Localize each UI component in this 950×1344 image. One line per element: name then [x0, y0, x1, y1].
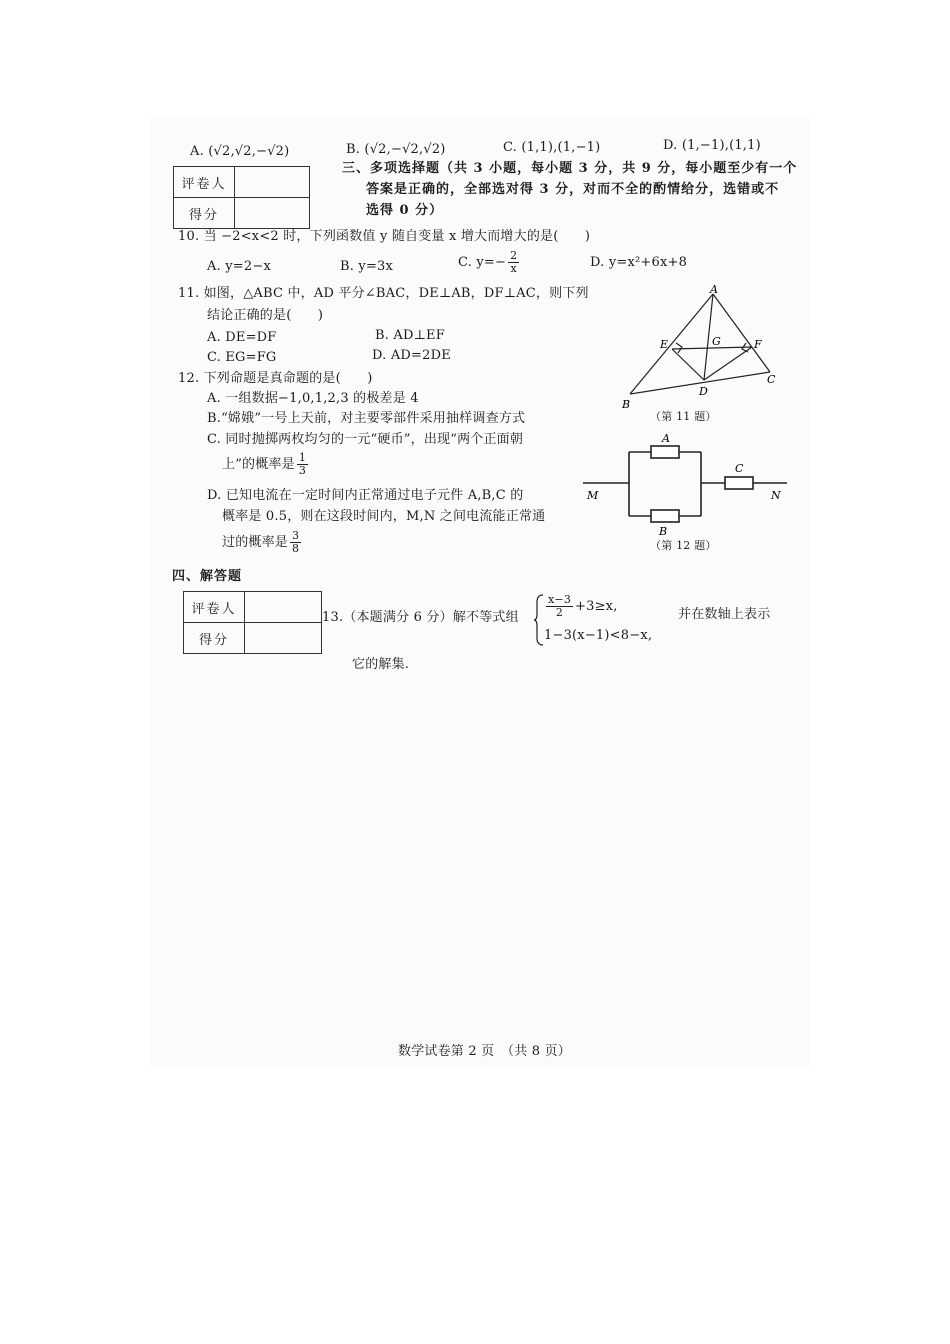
q12-option-d-line1: D. 已知电流在一定时间内正常通过电子元件 A,B,C 的: [207, 488, 524, 503]
q13-prefix: 13.（本题满分 6 分）解不等式组: [322, 610, 519, 625]
label-G: G: [712, 335, 721, 348]
score-box-section4: [183, 591, 322, 654]
q9-option-d: D. (1,−1),(1,1): [663, 138, 761, 153]
q12-option-a: A. 一组数据−1,0,1,2,3 的极差是 4: [207, 391, 419, 406]
q13-inequality-1: $\frac{x-3}{2}$ +3≥x,: [548, 593, 618, 619]
q9-option-b: B. (√2,−√2,√2): [346, 142, 446, 157]
q11-figure-caption: （第 11 题）: [650, 410, 717, 423]
q11-option-a: A. DE=DF: [207, 330, 277, 345]
grader-blank: [245, 592, 322, 623]
page-footer: 数学试卷第 2 页 （共 8 页）: [398, 1044, 571, 1059]
q12-option-d-line3: 过的概率是 $\frac{3}{8}$: [222, 529, 300, 555]
q11-option-b: B. AD⊥EF: [375, 328, 445, 343]
score-label: 得分: [184, 623, 245, 654]
q12-option-b: B.“嫦娥”一号上天前，对主要零部件采用抽样调查方式: [207, 411, 526, 426]
label-C: C: [767, 373, 776, 386]
q12-stem: 12. 下列命题是真命题的是( ): [178, 371, 373, 386]
q13-inequality-2: 1−3(x−1)<8−x,: [544, 628, 653, 643]
q11-stem-1: 11. 如图，△ABC 中，AD 平分∠BAC，DE⊥AB，DF⊥AC，则下列: [178, 286, 589, 301]
score-blank: [235, 198, 310, 229]
section4-title: 四、解答题: [172, 569, 243, 584]
section3-line3: 选得 0 分）: [366, 203, 444, 218]
q10-stem: 10. 当 −2<x<2 时，下列函数值 y 随自变量 x 增大而增大的是( ): [178, 229, 591, 244]
label-A: A: [662, 432, 670, 445]
q10-option-c: C. y=− $\frac{2}{x}$: [458, 249, 518, 275]
label-D: D: [699, 385, 708, 398]
score-label: 得分: [174, 198, 235, 229]
q9-option-a: A. (√2,√2,−√2): [190, 144, 290, 159]
q11-option-d: D. AD=2DE: [372, 348, 451, 363]
score-blank: [245, 623, 322, 654]
section3-line2: 答案是正确的，全部选对得 3 分，对而不全的酌情给分，选错或不: [366, 182, 780, 197]
label-M: M: [587, 489, 599, 502]
grader-label: 评卷人: [184, 592, 245, 623]
q9-option-c: C. (1,1),(1,−1): [503, 140, 601, 155]
q12-option-c-line2: 上”的概率是 $\frac{1}{3}$: [222, 451, 307, 477]
label-B: B: [659, 525, 668, 536]
section3-line1: 三、多项选择题（共 3 小题，每小题 3 分，共 9 分，每小题至少有一个: [342, 161, 798, 176]
q11-option-c: C. EG=FG: [207, 350, 277, 365]
q12-figure-caption: （第 12 题）: [650, 539, 717, 552]
q10-option-a: A. y=2−x: [207, 259, 271, 274]
label-B: B: [622, 398, 631, 411]
label-A: A: [710, 283, 718, 296]
q12-option-d-line2: 概率是 0.5，则在这段时间内，M,N 之间电流能正常通: [222, 509, 546, 524]
label-C: C: [735, 462, 744, 475]
label-E: E: [660, 338, 669, 351]
label-N: N: [771, 489, 781, 502]
grader-blank: [235, 167, 310, 198]
q12-option-c-line1: C. 同时抛掷两枚均匀的一元“硬币”，出现“两个正面朝: [207, 432, 524, 447]
grader-label: 评卷人: [174, 167, 235, 198]
q13-suffix: 并在数轴上表示: [678, 607, 771, 622]
label-F: F: [754, 338, 762, 351]
q11-stem-2: 结论正确的是( ): [207, 308, 324, 323]
q10-option-d: D. y=x²+6x+8: [590, 255, 688, 270]
score-box-section3: [173, 166, 310, 229]
q12-circuit-figure: [583, 428, 788, 536]
q13-line2: 它的解集.: [352, 657, 410, 672]
q10-option-b: B. y=3x: [340, 259, 394, 274]
